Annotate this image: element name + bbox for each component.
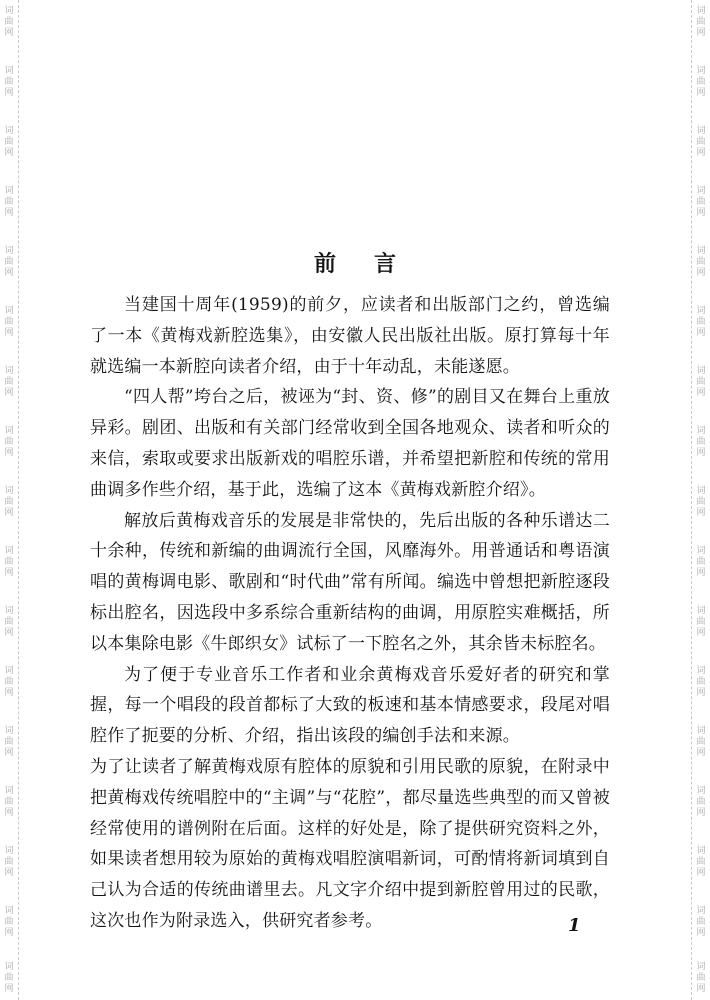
watermark-text: 词曲网	[4, 66, 14, 98]
watermark-text: 词曲网	[4, 546, 14, 578]
watermark-text: 词曲网	[696, 366, 706, 398]
watermark-text: 词曲网	[4, 186, 14, 218]
watermark-text: 词曲网	[696, 906, 706, 938]
watermark-text: 词曲网	[696, 6, 706, 38]
paragraph: 解放后黄梅戏音乐的发展是非常快的，先后出版的各种乐谱达二十余种，传统和新编的曲调流行全国，风靡海外。用普通话和粤语演唱的黄梅调电影、歌剧和“时代曲”常有所闻。编选中曾想把新腔逐段标出腔名，因选段中多系综合重新结构的曲调，用原腔实难概括，所以本集除电影《牛郎织女》试标了一下腔名之外，其余皆未标腔名。	[90, 510, 610, 654]
watermark-text: 词曲网	[4, 666, 14, 698]
watermark-text: 词曲网	[4, 426, 14, 458]
watermark-text: 词曲网	[4, 366, 14, 398]
watermark-text: 词曲网	[696, 606, 706, 638]
page-title: 前言	[313, 250, 434, 277]
watermark-text: 词曲网	[696, 486, 706, 518]
paragraph: 当建国十周年(1959)的前夕，应读者和出版部门之约，曾选编了一本《黄梅戏新腔选集》，由安徽人民出版社出版。原打算每十年就选编一本新腔向读者介绍，由于十年动乱，未能遂愿。	[90, 295, 610, 377]
watermark-text: 词曲网	[696, 126, 706, 158]
watermark-text: 词曲网	[696, 726, 706, 758]
watermark-text: 词曲网	[696, 306, 706, 338]
watermark-strip-left	[0, 0, 19, 1000]
paragraph: 为了便于专业音乐工作者和业余黄梅戏音乐爱好者的研究和掌握，每一个唱段的段首都标了大致的板速和基本情感要求，段尾对唱腔作了扼要的分析、介绍，指出该段的编创手法和来源。	[90, 664, 610, 747]
watermark-text: 词曲网	[4, 486, 14, 518]
watermark-text: 词曲网	[696, 786, 706, 818]
preface-body	[90, 290, 610, 937]
watermark-text: 词曲网	[696, 962, 706, 994]
watermark-text: 词曲网	[4, 962, 14, 994]
watermark-text: 词曲网	[4, 6, 14, 38]
watermark-text: 词曲网	[696, 546, 706, 578]
watermark-text: 词曲网	[4, 246, 14, 278]
watermark-strip-right	[691, 0, 710, 1000]
watermark-text: 词曲网	[696, 426, 706, 458]
watermark-text: 词曲网	[696, 246, 706, 278]
watermark-text: 词曲网	[696, 666, 706, 698]
page-number: 1	[568, 915, 581, 936]
watermark-text: 词曲网	[4, 846, 14, 878]
paragraph: “四人帮”垮台之后，被诬为“封、资、修”的剧目又在舞台上重放异彩。剧团、出版和有关部门经常收到全国各地观众、读者和听众的来信，索取或要求出版新戏的唱腔乐谱，并希望把新腔和传统的常用曲调多作些介绍，基于此，选编了这本《黄梅戏新腔介绍》。	[90, 387, 610, 500]
watermark-text: 词曲网	[4, 906, 14, 938]
paragraph: 为了让读者了解黄梅戏原有腔体的原貌和引用民歌的原貌，在附录中把黄梅戏传统唱腔中的“主调”与“花腔”，都尽量选些典型的而又曾被经常使用的谱例附在后面。这样的好处是，除了提供研究资料之外，如果读者想用较为原始的黄梅戏唱腔演唱新词，可酌情将新词填到自己认为合适的传统曲谱里去。凡文字介绍中提到新腔曾用过的民歌，这次也作为附录选入，供研究者参考。	[90, 756, 610, 931]
watermark-text: 词曲网	[4, 786, 14, 818]
watermark-text: 词曲网	[4, 126, 14, 158]
watermark-text: 词曲网	[696, 846, 706, 878]
watermark-text: 词曲网	[4, 726, 14, 758]
watermark-text: 词曲网	[4, 306, 14, 338]
watermark-text: 词曲网	[4, 606, 14, 638]
watermark-text: 词曲网	[696, 186, 706, 218]
watermark-text: 词曲网	[696, 66, 706, 98]
